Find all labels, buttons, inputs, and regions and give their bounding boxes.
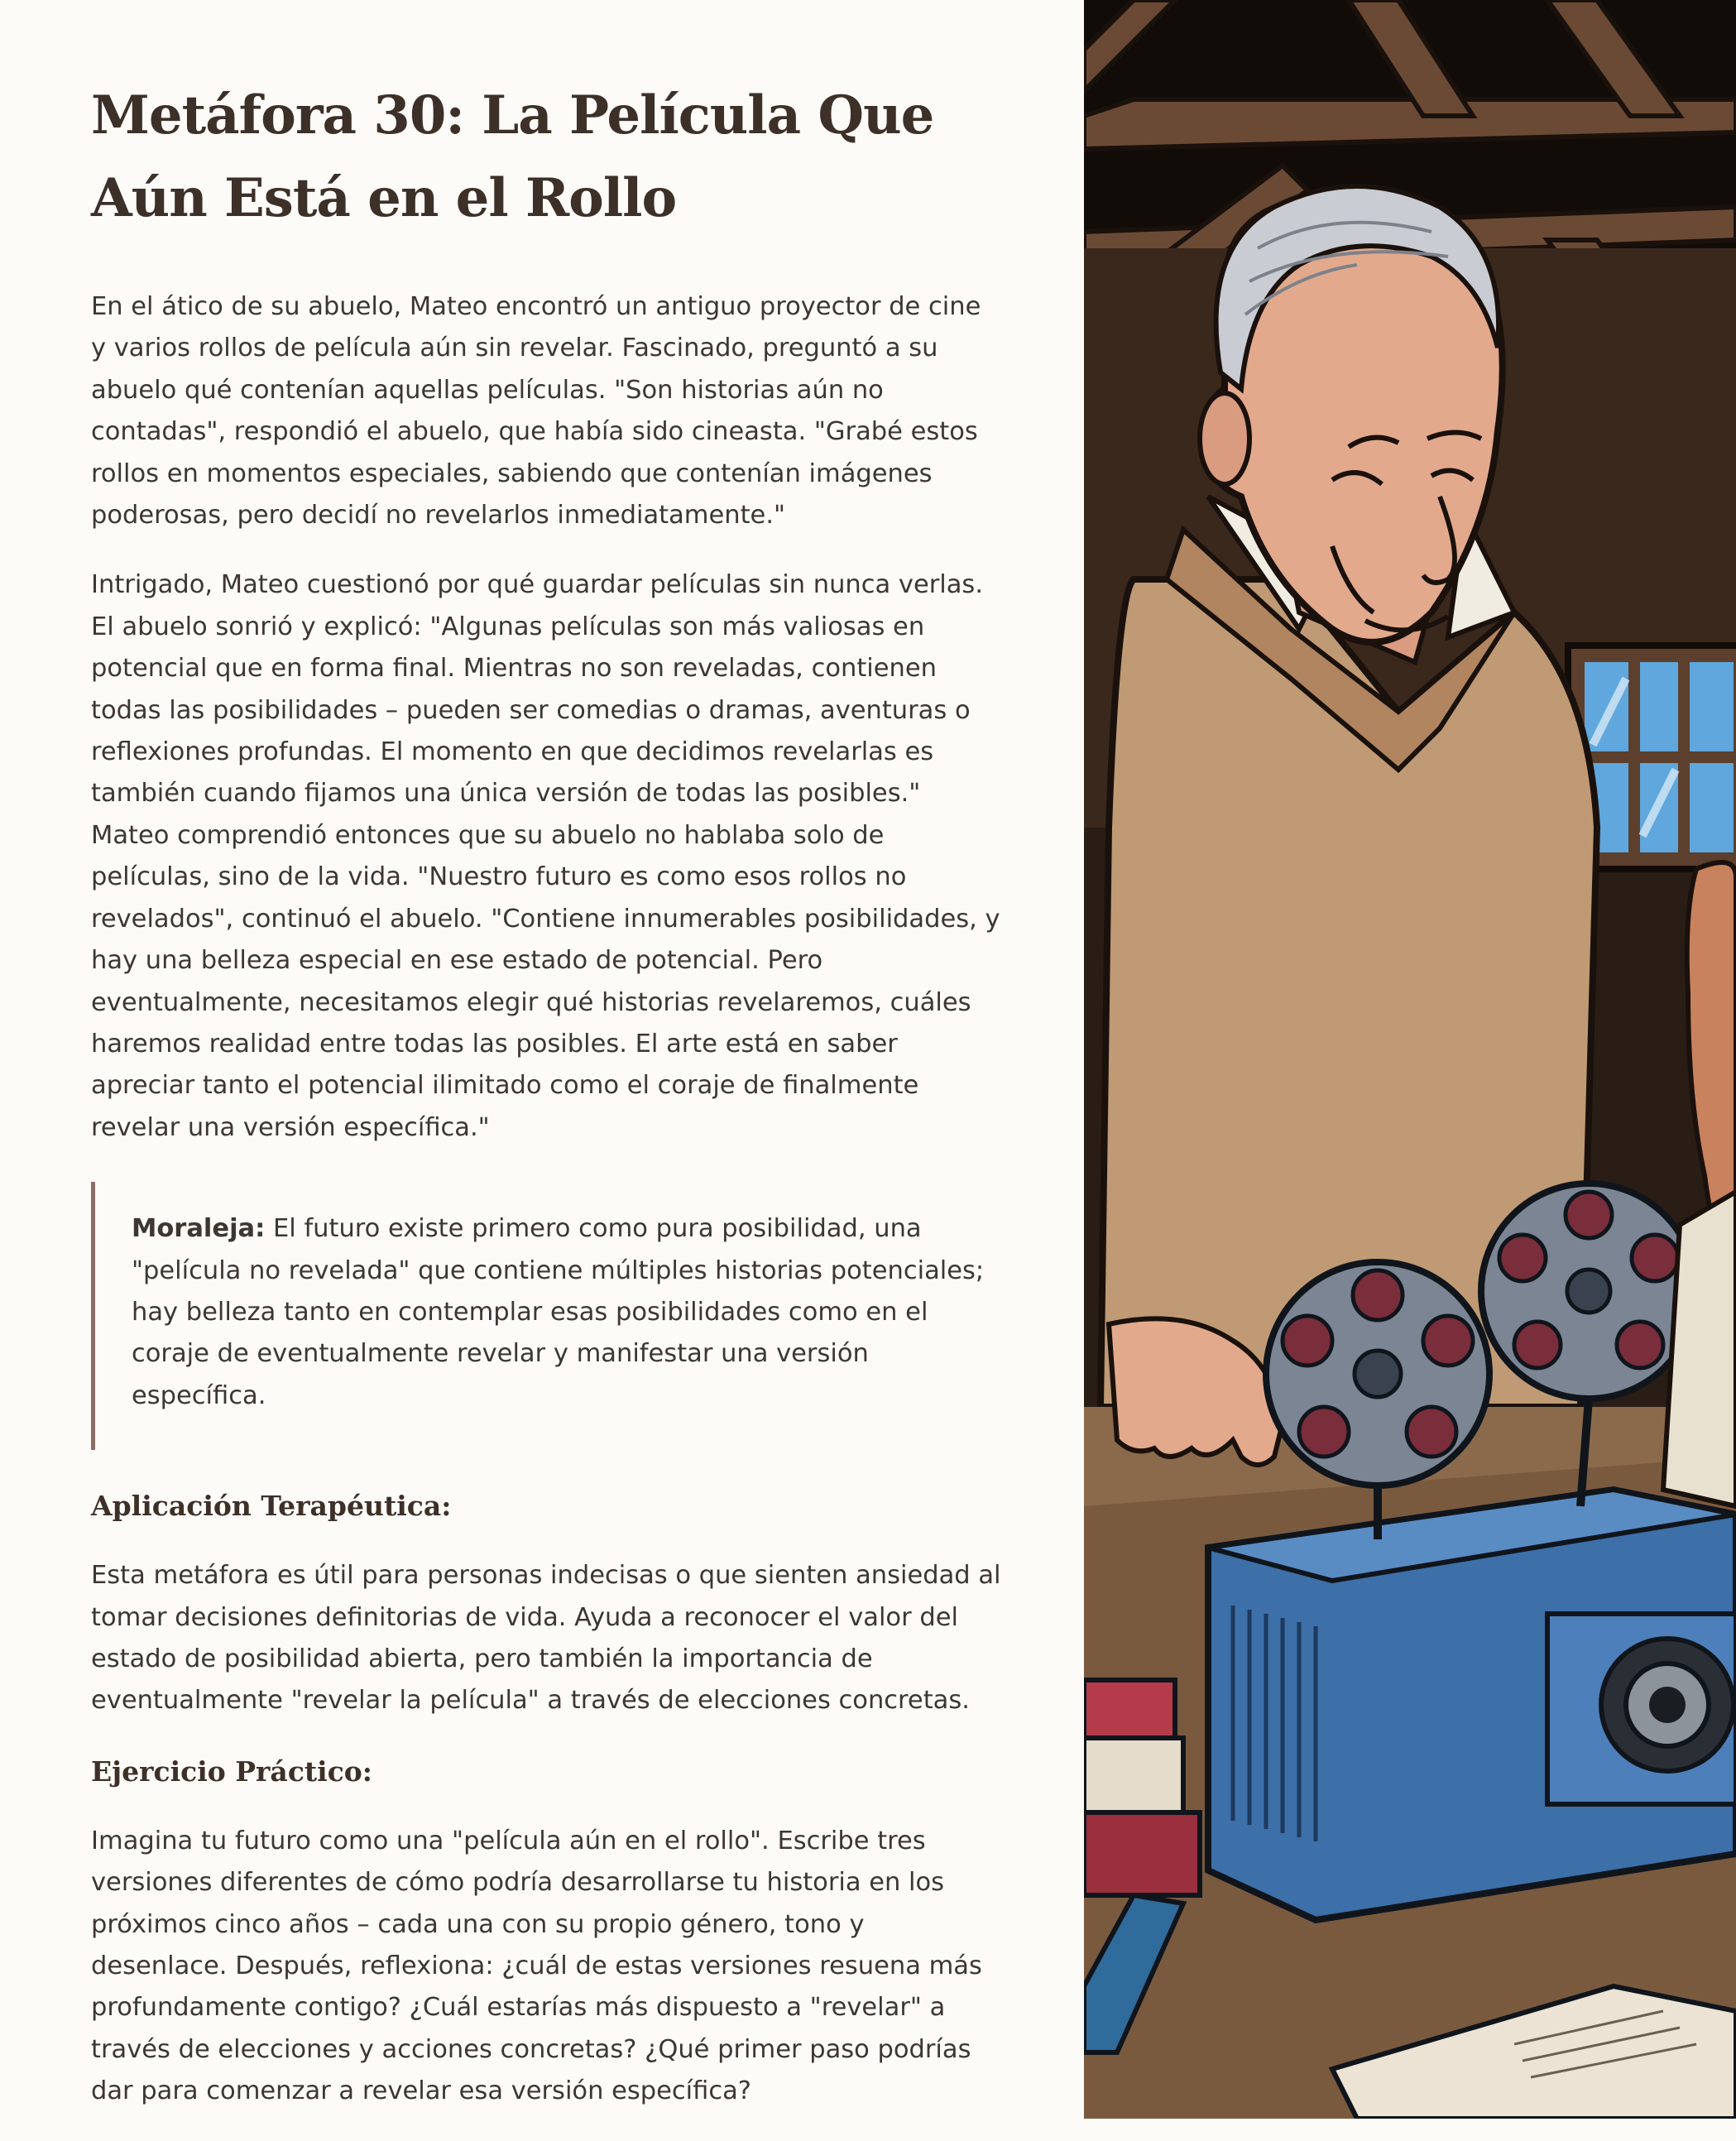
application-heading: Aplicación Terapéutica: [91,1490,452,1523]
exercise-heading: Ejercicio Práctico: [91,1755,372,1788]
application-text: Esta metáfora es útil para personas indecisas o que sienten ansiedad al tomar decisiones definitorias de vida. Ayuda a reconocer el valor del estado de posibilidad abierta, pero también la importancia de eventualmente "revelar la película" a través de elecciones concretas. [91,1561,1001,1716]
moral-text: El futuro existe primero como pura posibilidad, una "película no revelada" que contiene múltiples historias potenciales; hay belleza tanto en contemplar esas posibilidades como en el coraje de eventualmente revelar y manifestar una versión específica. [132,1214,985,1410]
story-paragraph-1: En el ático de su abuelo, Mateo encontró un antiguo proyector de cine y varios rollos de película aún sin revelar. Fascinado, preguntó a su abuelo qué contenían aquellas películas. "Son historias aún no contadas", respondió el abuelo, que había sido cineasta. "Grabé estos rollos en momentos especiales, sabiendo que contenían imágenes poderosas, pero decidí no revelarlos inmediatamente." [91,292,981,530]
moral-quote [91,1182,1001,1450]
projector-icon [1208,1490,1736,1920]
story-paragraph-2: Intrigado, Mateo cuestionó por qué guardar películas sin nunca verlas. El abuelo sonrió y explicó: "Algunas películas son más valiosas en potencial que en forma final. Mientras no son reveladas, contienen todas las posibilidades – pueden ser comedias o dramas, aventuras o reflexiones profundas. El momento en que decidimos revelarlas es también cuando fijamos una única versión de todas las posibles." Mateo comprendió entonces que su abuelo no hablaba solo de películas, sino de la vida. "Nuestro futuro es como esos rollos no revelados", continuó el abuelo. "Contiene innumerables posibilidades, y hay una belleza especial en ese estado de potencial. Pero eventualmente, necesitamos elegir qué historias revelaremos, cuáles haremos realidad entre todas las posibles. El arte está en saber apreciar tanto el potencial ilimitado como el coraje de finalmente revelar una versión específica." [91,570,1000,1142]
article [91,74,1001,2141]
illustration-grandfather-projector [1084,0,1736,2119]
moral-label: Moraleja: [132,1214,266,1244]
exercise-text: Imagina tu futuro como una "película aún en el rollo". Escribe tres versiones diferentes de cómo podría desarrollarse tu historia en los próximos cinco años – cada una con su propio género, tono y desenlace. Después, reflexiona: ¿cuál de estas versiones resuena más profundamente contigo? ¿Cuál estarías más dispuesto a "revelar" a través de elecciones y acciones concretas? ¿Qué primer paso podrías dar para comenzar a revelar esa versión específica? [91,1826,982,2106]
page-title: Metáfora 30: La Película Que Aún Está en el Rollo [91,84,934,229]
